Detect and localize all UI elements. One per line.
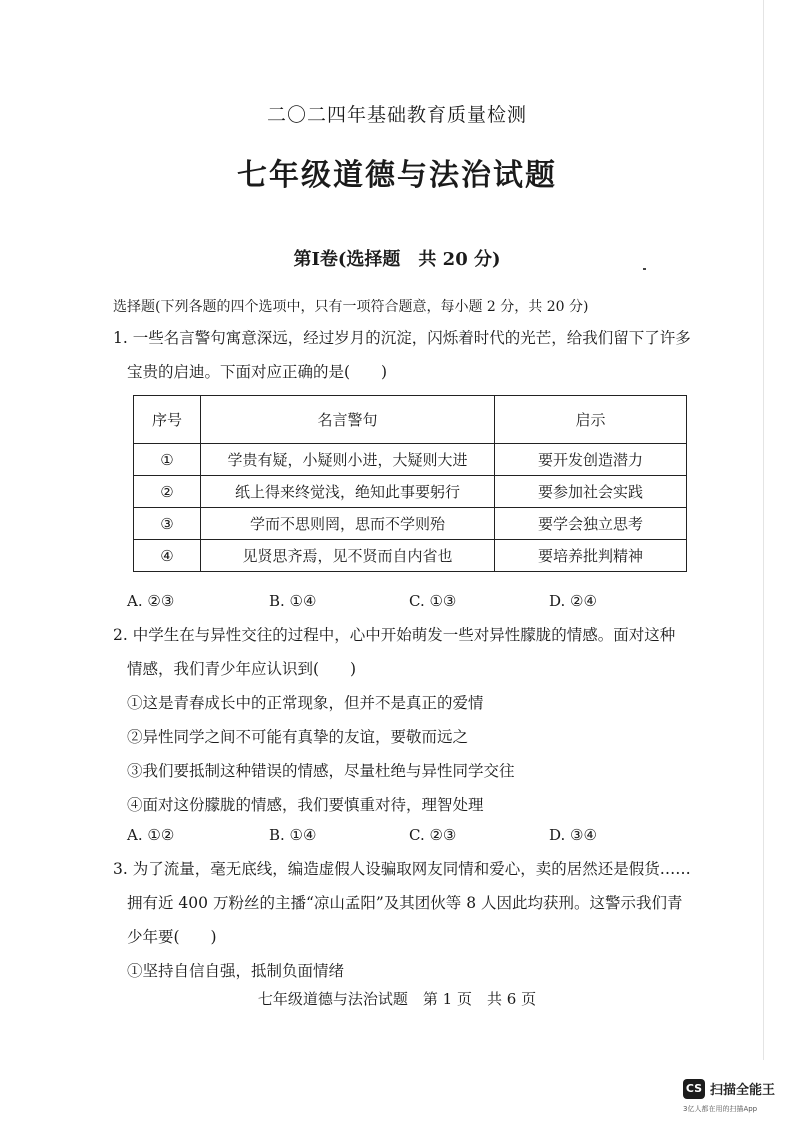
table-cell: 要培养批判精神 <box>495 540 687 572</box>
table-cell: 见贤思齐焉，见不贤而自内省也 <box>201 540 495 572</box>
question-1-line-2: 宝贵的启迪。下面对应正确的是( ) <box>127 363 388 381</box>
table-cell: ④ <box>134 540 201 572</box>
statement-4: ④面对这份朦胧的情感，我们要慎重对待，理智处理 <box>127 796 484 814</box>
question-3 <box>113 852 703 988</box>
scan-speck <box>643 268 646 270</box>
option-d: D. ②④ <box>549 592 597 610</box>
exam-supertitle: 二〇二四年基础教育质量检测 <box>266 104 527 126</box>
question-3-line-3: 少年要( ) <box>127 928 217 946</box>
question-1-line-1: 1. 一些名言警句寓意深远，经过岁月的沉淀，闪烁着时代的光芒，给我们留下了许多 <box>113 329 691 347</box>
table-header-cell: 启示 <box>495 396 687 444</box>
question-1 <box>113 321 703 389</box>
question-3-line-2: 拥有近 400 万粉丝的主播“凉山孟阳”及其团伙等 8 人因此均获刑。这警示我们青 <box>127 894 683 912</box>
table-cell: ③ <box>134 508 201 540</box>
quotes-table <box>133 395 687 572</box>
table-cell: ② <box>134 476 201 508</box>
table-row <box>134 540 687 572</box>
scanner-watermark-name: 扫描全能王 <box>710 1083 776 1098</box>
option-b: B. ①④ <box>269 826 317 844</box>
option-a: A. ②③ <box>127 592 175 610</box>
table-cell: 纸上得来终觉浅，绝知此事要躬行 <box>201 476 495 508</box>
instructions: 选择题(下列各题的四个选项中，只有一项符合题意，每小题 2 分，共 20 分) <box>113 299 589 315</box>
question-3-line-1: 3. 为了流量，毫无底线，编造虚假人设骗取网友同情和爱心，卖的居然还是假货…… <box>113 860 691 878</box>
statement-2: ②异性同学之间不可能有真挚的友谊，要敬而远之 <box>127 728 469 746</box>
question-2-line-2: 情感，我们青少年应认识到( ) <box>127 660 357 678</box>
section-heading: 第Ⅰ卷(选择题 共 20 分) <box>293 249 501 270</box>
question-2 <box>113 618 703 822</box>
table-row <box>134 508 687 540</box>
table-header-cell: 名言警句 <box>201 396 495 444</box>
option-a: A. ①② <box>127 826 175 844</box>
option-b: B. ①④ <box>269 592 317 610</box>
table-header-row <box>134 396 687 444</box>
option-d: D. ③④ <box>549 826 597 844</box>
table-header-cell: 序号 <box>134 396 201 444</box>
table-cell: 学贵有疑，小疑则小进，大疑则大进 <box>201 444 495 476</box>
statement-1: ①坚持自信自强，抵制负面情绪 <box>127 962 345 980</box>
exam-title: 七年级道德与法治试题 <box>237 158 557 193</box>
table-row <box>134 476 687 508</box>
table-cell: 要开发创造潜力 <box>495 444 687 476</box>
statement-3: ③我们要抵制这种错误的情感，尽量杜绝与异性同学交往 <box>127 762 515 780</box>
camscanner-logo-icon: CS <box>683 1079 705 1099</box>
question-2-line-1: 2. 中学生在与异性交往的过程中，心中开始萌发一些对异性朦胧的情感。面对这种 <box>113 626 676 644</box>
statement-1: ①这是青春成长中的正常现象，但并不是真正的爱情 <box>127 694 484 712</box>
option-c: C. ①③ <box>409 592 457 610</box>
table-cell: ① <box>134 444 201 476</box>
page-footer: 七年级道德与法治试题 第 1 页 共 6 页 <box>257 990 537 1008</box>
table-cell: 要参加社会实践 <box>495 476 687 508</box>
table-cell: 要学会独立思考 <box>495 508 687 540</box>
option-c: C. ②③ <box>409 826 457 844</box>
scanner-watermark-tagline: 3亿人都在用的扫描App <box>683 1105 758 1113</box>
table-row <box>134 444 687 476</box>
table-cell: 学而不思则罔，思而不学则殆 <box>201 508 495 540</box>
